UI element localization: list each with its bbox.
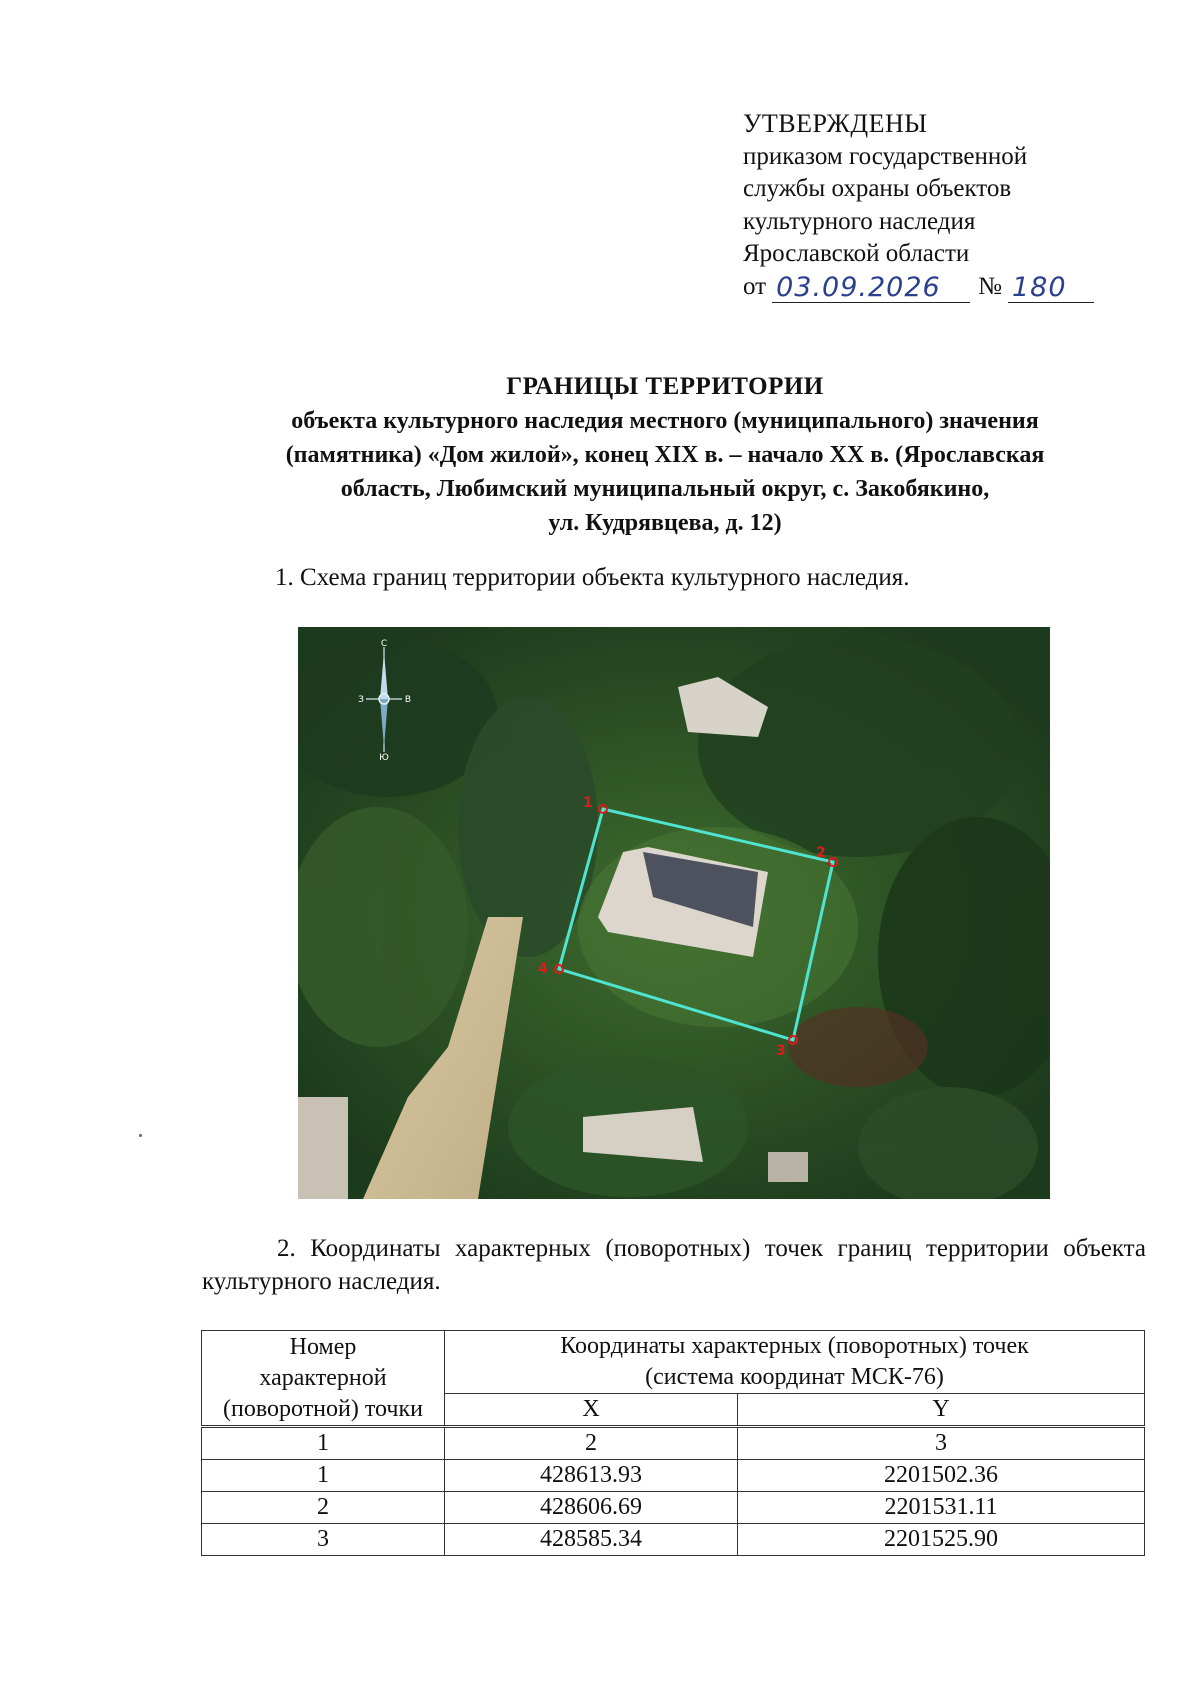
approval-line-2: службы охраны объектов bbox=[743, 175, 1012, 202]
table-row bbox=[202, 1460, 1145, 1492]
title-line-4: ул. Кудрявцева, д. 12) bbox=[548, 510, 782, 536]
number-sign: № bbox=[978, 272, 1002, 300]
title-line-2: (памятника) «Дом жилой», конец XIX в. – начало XX в. (Ярославская bbox=[285, 442, 1045, 468]
col-number-1: 1 bbox=[202, 1427, 445, 1460]
point-number: 2 bbox=[202, 1492, 445, 1524]
point-number: 3 bbox=[202, 1524, 445, 1556]
document-title bbox=[200, 370, 1130, 540]
compass-w: З bbox=[358, 695, 364, 705]
header-coordinates bbox=[445, 1331, 1145, 1394]
approval-line-4: Ярославской области bbox=[743, 240, 970, 267]
handwritten-date: 03.09.2026 bbox=[772, 274, 970, 303]
boundary-point-label-2: 2 bbox=[816, 845, 826, 861]
compass-e: В bbox=[404, 695, 412, 705]
header-coords-line-2: (система координат МСК-76) bbox=[645, 1364, 944, 1390]
coord-x: 428585.34 bbox=[445, 1524, 738, 1556]
approval-stamp bbox=[743, 108, 1123, 303]
table-row bbox=[202, 1524, 1145, 1556]
column-numbers-row bbox=[202, 1427, 1145, 1460]
building-left bbox=[298, 1097, 348, 1199]
compass-n: С bbox=[380, 639, 388, 649]
header-num-line-2: характерной bbox=[259, 1364, 387, 1391]
handwritten-number: 180 bbox=[1008, 274, 1094, 303]
scan-speck bbox=[139, 1134, 142, 1137]
compass-s: Ю bbox=[379, 753, 389, 763]
title-line-1: объекта культурного наследия местного (муниципального) значения bbox=[291, 408, 1039, 434]
coordinates-table bbox=[201, 1330, 1145, 1556]
header-num-line-1: Номер bbox=[289, 1333, 357, 1360]
col-number-2: 2 bbox=[445, 1427, 738, 1460]
approval-line-1: приказом государственной bbox=[743, 142, 1028, 170]
point-number: 1 bbox=[202, 1460, 445, 1492]
aerial-map bbox=[298, 627, 1050, 1199]
header-y: Y bbox=[738, 1394, 1145, 1427]
title-line-3: область, Любимский муниципальный округ, с. Закобякино, bbox=[340, 476, 990, 502]
boundary-point-label-4: 4 bbox=[538, 961, 548, 977]
header-num-line-3: (поворотной) точки bbox=[223, 1395, 423, 1422]
title-main: ГРАНИЦЫ ТЕРРИТОРИИ bbox=[506, 373, 824, 400]
approval-heading: УТВЕРЖДЕНЫ bbox=[743, 109, 928, 138]
coord-y: 2201502.36 bbox=[738, 1460, 1145, 1492]
header-x: X bbox=[445, 1394, 738, 1427]
coord-y: 2201531.11 bbox=[738, 1492, 1145, 1524]
coord-y: 2201525.90 bbox=[738, 1524, 1145, 1556]
col-number-3: 3 bbox=[738, 1427, 1145, 1460]
section-1-heading: 1. Схема границ территории объекта культурного наследия. bbox=[275, 564, 910, 591]
header-point-number bbox=[202, 1331, 445, 1427]
approval-line-3: культурного наследия bbox=[743, 207, 976, 235]
boundary-point-label-3: 3 bbox=[776, 1043, 786, 1059]
section-2-heading: 2. Координаты характерных (поворотных) точек границ территории объекта культурного наследия. bbox=[202, 1235, 1146, 1295]
header-coords-line-1: Координаты характерных (поворотных) точек bbox=[560, 1333, 1029, 1359]
approval-date-line bbox=[743, 271, 1123, 304]
table-row bbox=[202, 1492, 1145, 1524]
building-small bbox=[768, 1152, 808, 1182]
from-label: от bbox=[743, 272, 767, 300]
boundary-point-label-1: 1 bbox=[583, 795, 593, 811]
coord-x: 428613.93 bbox=[445, 1460, 738, 1492]
coord-x: 428606.69 bbox=[445, 1492, 738, 1524]
